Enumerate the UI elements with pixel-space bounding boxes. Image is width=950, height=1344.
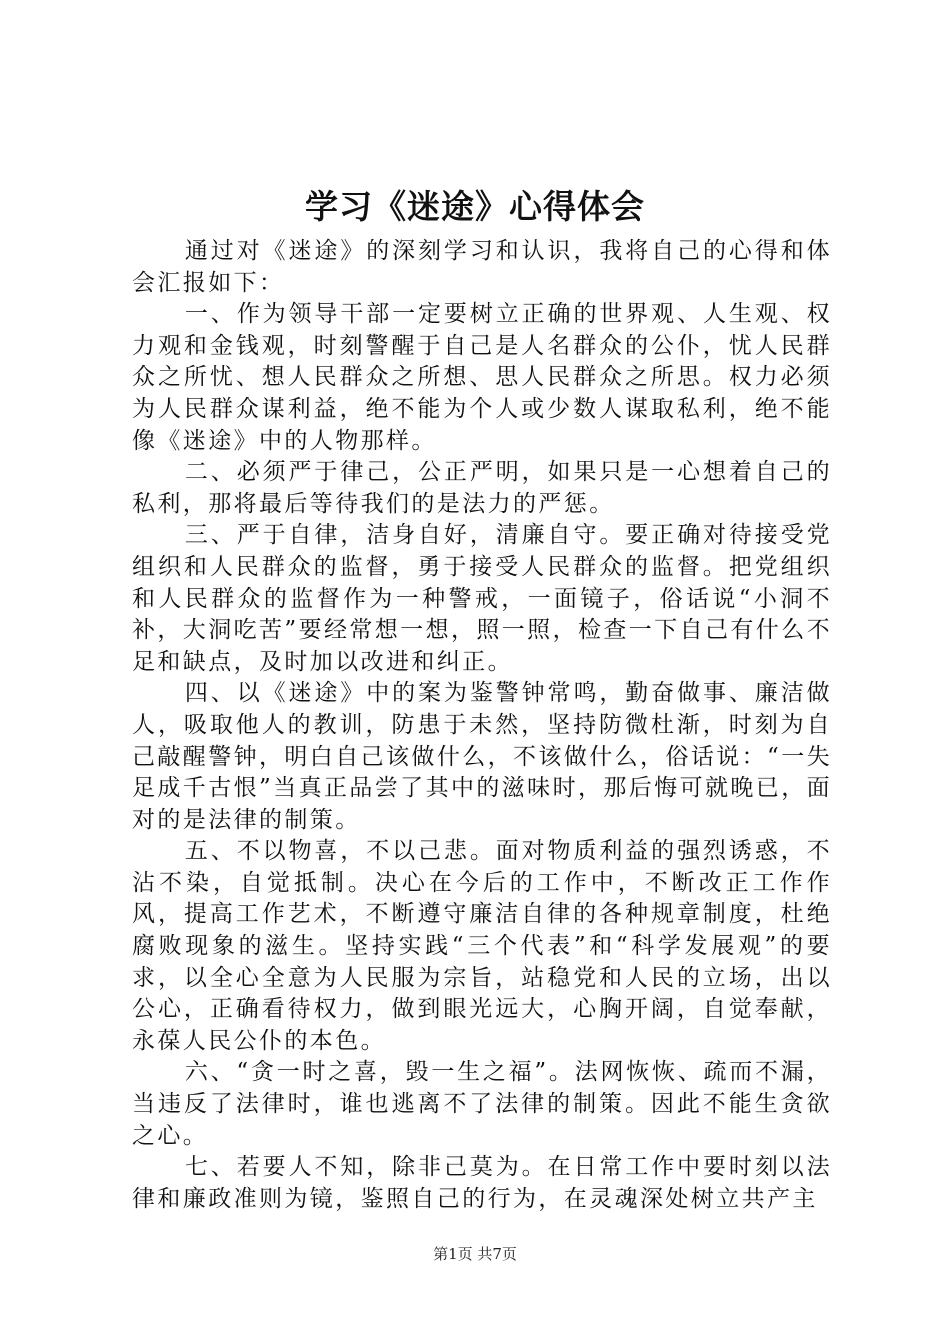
paragraph-3: 三、严于自律，洁身自好，清廉自守。要正确对待接受党组织和人民群众的监督，勇于接受人民群众的监督。把党组织和人民群众的监督作为一种警戒，一面镜子，俗话说“小洞不补，大洞吃苦”要经常想一想，照一照，检查一下自己有什么不足和缺点，及时加以改进和纠正。 (132, 522, 832, 675)
paragraph-1: 一、作为领导干部一定要树立正确的世界观、人生观、权力观和金钱观，时刻警醒于自己是人名群众的公仆，忧人民群众之所忧、想人民群众之所想、思人民群众之所思。权力必须为人民群众谋利益，绝不能为个人或少数人谋取私利，绝不能像《迷途》中的人物那样。 (132, 301, 832, 454)
paragraph-7: 七、若要人不知，除非己莫为。在日常工作中要时刻以法律和廉政准则为镜，鉴照自己的行为，在灵魂深处树立共产主 (132, 1154, 832, 1212)
paragraph-6: 六、“贪一时之喜，毁一生之福”。法网恢恢、疏而不漏，当违反了法律时，谁也逃离不了法律的制策。因此不能生贪欲之心。 (132, 1059, 832, 1149)
paragraph-4: 四、以《迷途》中的案为鉴警钟常鸣，勤奋做事、廉洁做人，吸取他人的教训，防患于未然，坚持防微杜渐，时刻为自己敲醒警钟，明白自己该做什么，不该做什么，俗话说：“一失足成千古恨”当真正品尝了其中的滋味时，那后悔可就晚已，面对的是法律的制策。 (132, 680, 832, 833)
paragraph-2: 二、必须严于律己，公正严明，如果只是一心想着自己的私利，那将最后等待我们的是法力的严惩。 (132, 459, 832, 517)
paragraph-5: 五、不以物喜，不以己悲。面对物质利益的强烈诱惑，不沾不染，自觉抵制。决心在今后的工作中，不断改正工作作风，提高工作艺术，不断遵守廉洁自律的各种规章制度，杜绝腐败现象的滋生。坚持实践“三个代表”和“科学发展观”的要求，以全心全意为人民服为宗旨，站稳党和人民的立场，出以公心，正确看待权力，做到眼光远大，心胸开阔，自觉奉献，永葆人民公仆的本色。 (132, 838, 832, 1054)
page-title: 学习《迷途》心得体会 (305, 187, 645, 226)
paragraph-intro: 通过对《迷途》的深刻学习和认识，我将自己的心得和体会汇报如下： (132, 238, 832, 296)
page-number: 第1页 共7页 (433, 1245, 517, 1263)
document-body (132, 236, 832, 1215)
